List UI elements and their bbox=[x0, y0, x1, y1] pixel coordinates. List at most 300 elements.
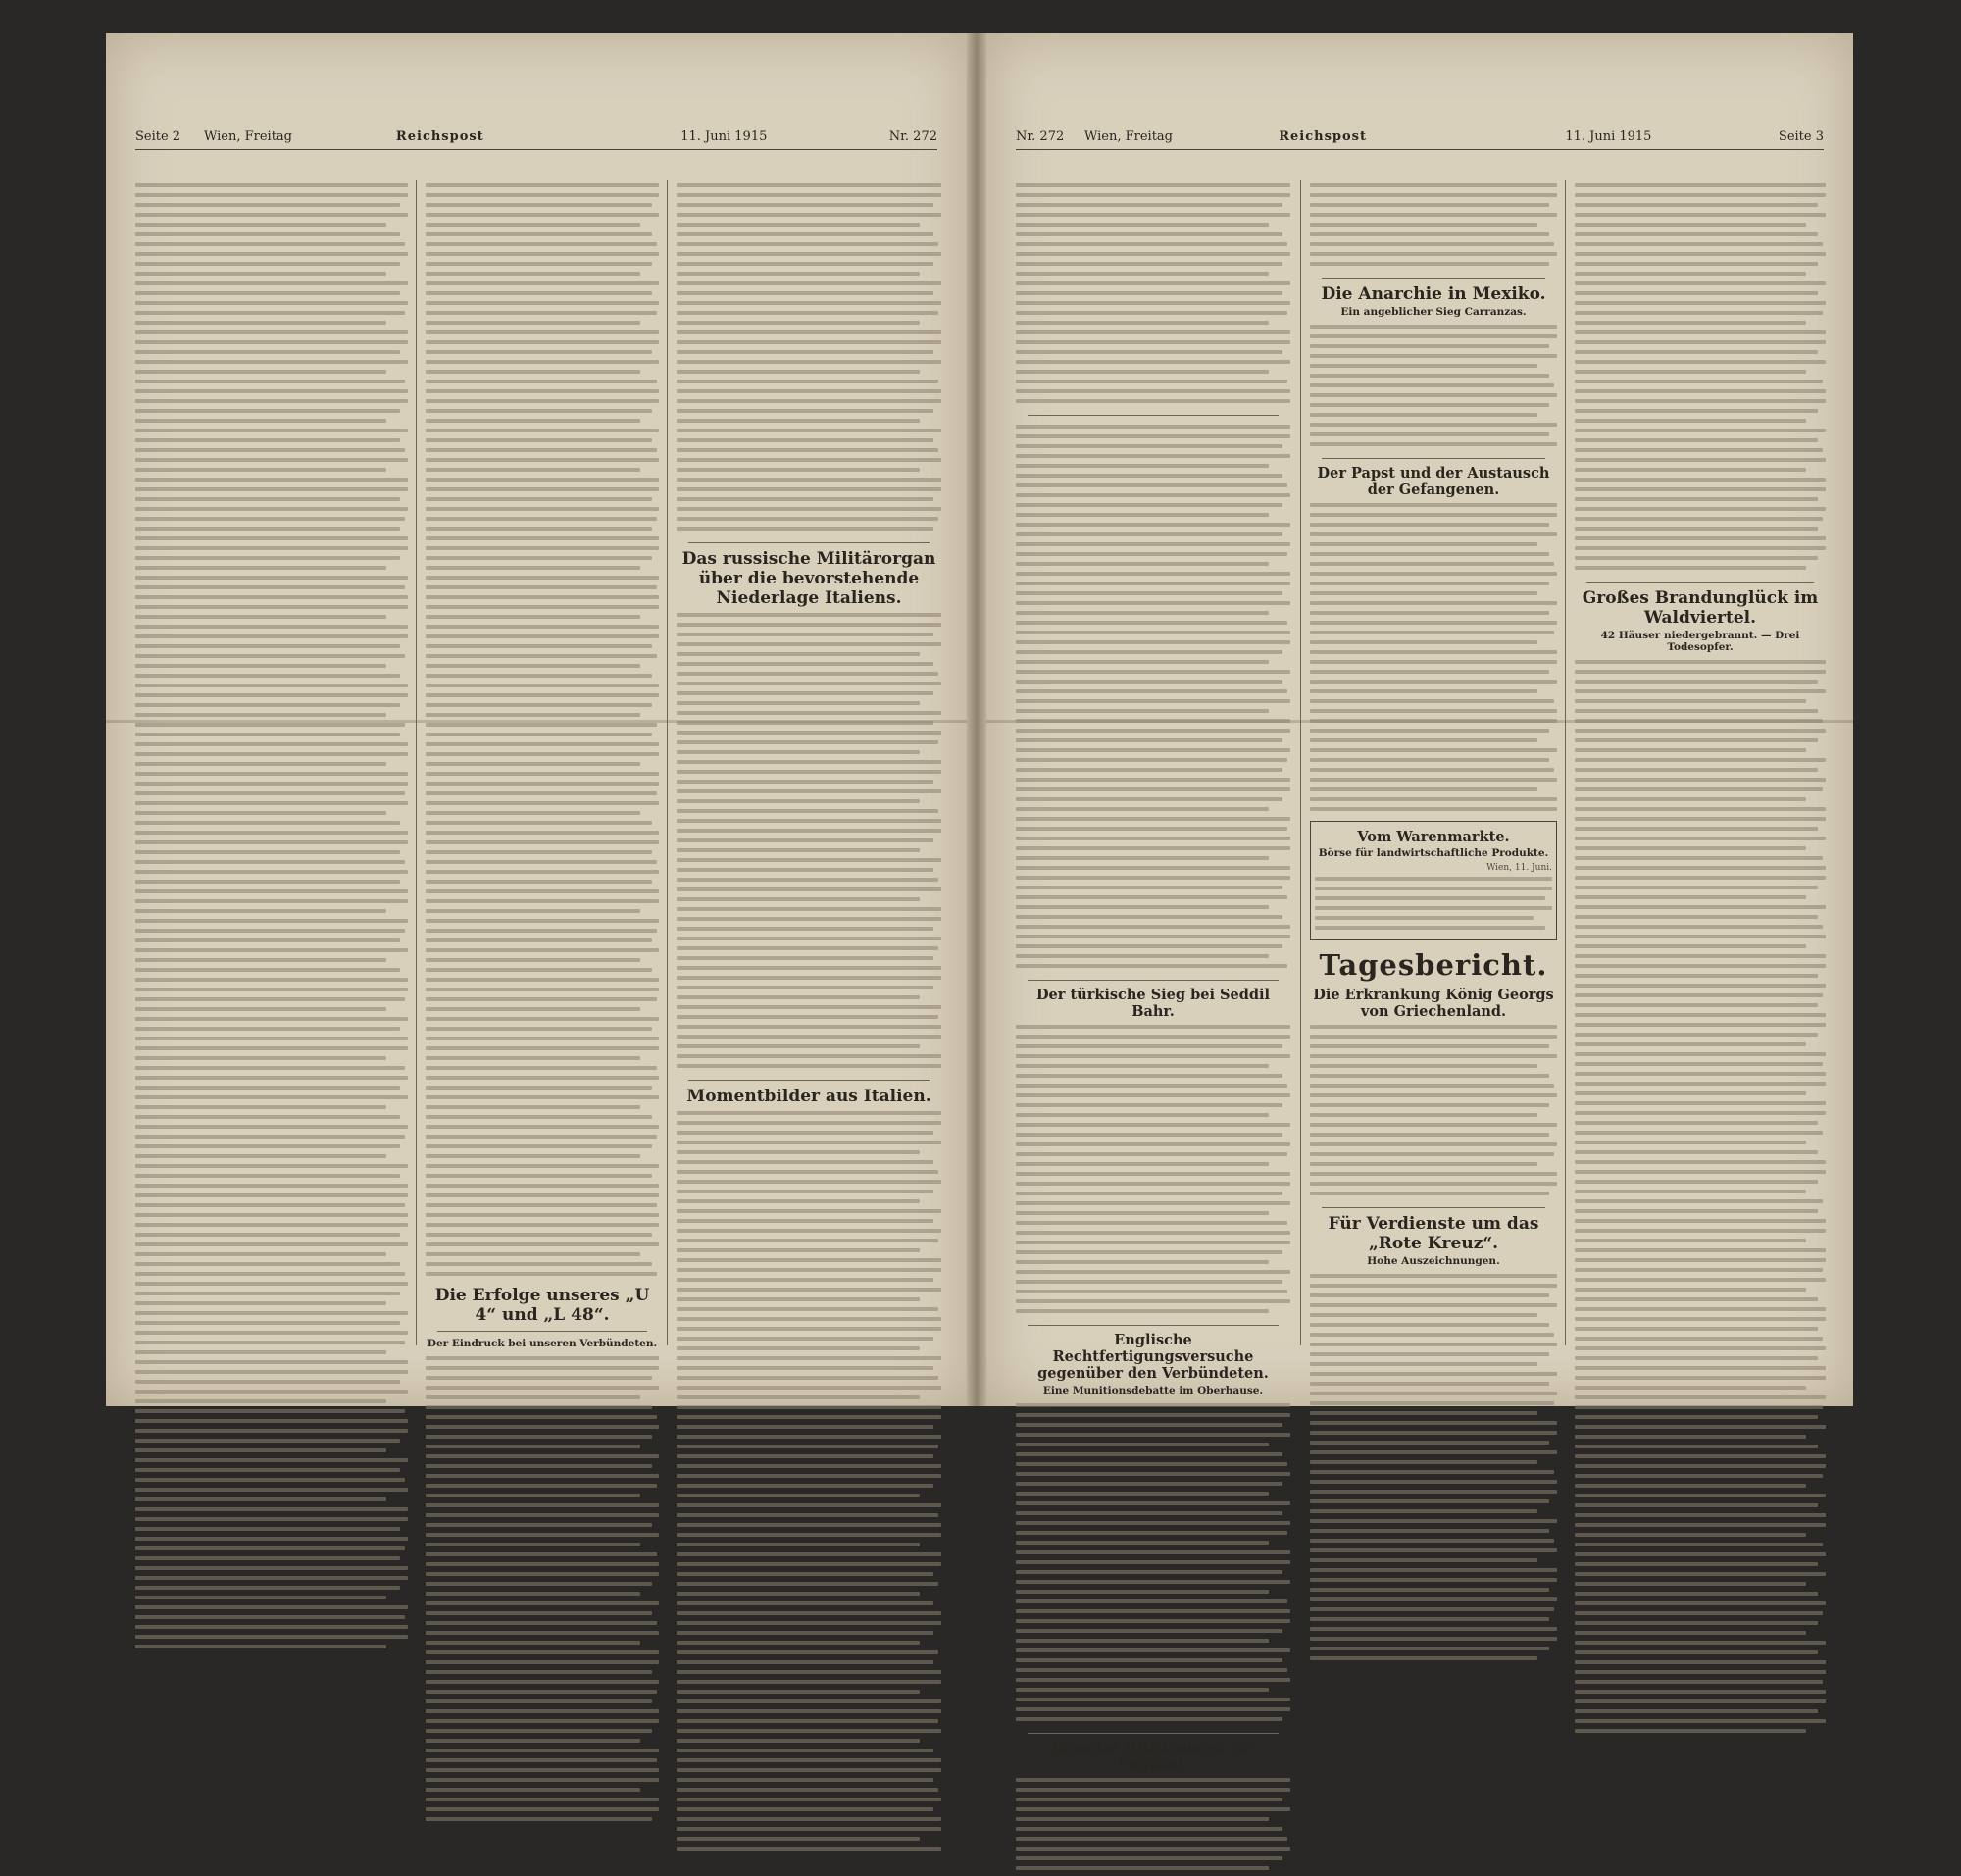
text-line bbox=[1575, 778, 1826, 782]
text-line bbox=[1575, 272, 1806, 276]
text-line bbox=[1575, 1415, 1818, 1419]
text-line bbox=[1310, 572, 1557, 576]
text-line bbox=[135, 1478, 405, 1482]
column-3 bbox=[1575, 180, 1826, 1345]
text-line bbox=[1575, 1288, 1806, 1292]
text-line bbox=[1310, 223, 1537, 227]
text-line bbox=[135, 1439, 400, 1443]
text-line bbox=[1016, 1044, 1282, 1048]
text-line bbox=[135, 389, 408, 393]
text-line bbox=[1575, 1317, 1826, 1321]
text-line bbox=[1310, 729, 1549, 733]
text-line bbox=[135, 1242, 408, 1246]
text-line bbox=[1016, 1403, 1290, 1407]
text-line bbox=[426, 860, 657, 864]
text-line bbox=[1016, 242, 1287, 246]
text-line bbox=[426, 213, 659, 217]
text-line bbox=[135, 1007, 386, 1011]
text-line bbox=[677, 458, 941, 462]
text-line bbox=[1310, 787, 1537, 791]
text-line bbox=[1310, 562, 1554, 566]
text-line bbox=[1310, 778, 1557, 782]
text-line bbox=[135, 821, 400, 825]
text-line bbox=[1310, 374, 1549, 378]
text-line bbox=[426, 360, 659, 364]
text-line bbox=[1016, 1250, 1282, 1254]
text-line bbox=[135, 1066, 405, 1070]
column-rule bbox=[1565, 180, 1566, 1345]
article-subhead: Eine Munitionsdebatte im Oberhause. bbox=[1042, 1384, 1264, 1396]
text-line bbox=[677, 389, 941, 393]
text-line bbox=[1016, 1054, 1290, 1058]
text-line bbox=[1575, 183, 1826, 187]
text-line bbox=[677, 691, 933, 695]
text-line bbox=[1016, 1599, 1287, 1603]
divider bbox=[437, 1331, 647, 1332]
text-line bbox=[426, 1464, 652, 1468]
text-line bbox=[426, 880, 652, 884]
text-line bbox=[426, 733, 652, 736]
text-line bbox=[677, 858, 941, 862]
text-line bbox=[677, 1739, 920, 1743]
text-line bbox=[1016, 350, 1282, 354]
article-subhead: Der Eindruck bei unseren Verbündeten. bbox=[427, 1338, 658, 1350]
text-line bbox=[426, 1046, 659, 1050]
text-line bbox=[1575, 856, 1823, 860]
column-rule bbox=[416, 180, 417, 1345]
text-line bbox=[1575, 1494, 1826, 1497]
text-line bbox=[677, 682, 941, 685]
text-line bbox=[677, 1768, 941, 1772]
text-line bbox=[426, 546, 659, 550]
text-line bbox=[426, 1242, 659, 1246]
text-line bbox=[1310, 423, 1557, 427]
text-line bbox=[1016, 866, 1290, 870]
text-line bbox=[1575, 680, 1818, 684]
text-line bbox=[1575, 1690, 1826, 1694]
issue-number: Nr. 272 bbox=[1016, 129, 1065, 144]
text-line bbox=[1575, 1484, 1806, 1488]
text-line bbox=[677, 1543, 920, 1546]
text-line bbox=[1310, 1431, 1557, 1435]
text-line bbox=[677, 976, 941, 980]
text-line bbox=[426, 380, 657, 383]
text-line bbox=[1310, 183, 1557, 187]
text-line bbox=[1575, 846, 1806, 850]
text-line bbox=[1310, 670, 1549, 674]
text-line bbox=[1310, 640, 1537, 644]
text-line bbox=[677, 1709, 941, 1713]
text-line bbox=[677, 311, 938, 315]
text-line bbox=[1016, 1788, 1290, 1792]
text-line bbox=[1310, 1578, 1557, 1582]
text-line bbox=[426, 556, 652, 560]
text-line bbox=[677, 799, 920, 803]
text-line bbox=[677, 399, 941, 403]
text-line bbox=[677, 1025, 941, 1029]
text-line bbox=[135, 1537, 408, 1541]
column-3 bbox=[677, 180, 941, 1345]
text-line bbox=[426, 1690, 657, 1694]
text-line bbox=[1310, 1172, 1557, 1176]
text-line bbox=[426, 1415, 657, 1419]
text-line bbox=[677, 721, 933, 725]
text-line bbox=[1016, 1837, 1287, 1841]
text-line bbox=[135, 1596, 386, 1599]
text-line bbox=[1016, 807, 1269, 811]
text-line bbox=[677, 1552, 941, 1556]
text-line bbox=[1016, 738, 1282, 742]
text-line bbox=[1310, 1025, 1557, 1029]
text-line bbox=[1575, 738, 1818, 742]
text-line bbox=[1016, 905, 1269, 909]
text-line bbox=[135, 1272, 405, 1276]
text-line bbox=[426, 272, 640, 276]
text-line bbox=[1575, 340, 1826, 344]
text-line bbox=[135, 1233, 400, 1237]
text-line bbox=[426, 1435, 652, 1439]
text-line bbox=[426, 487, 659, 491]
text-line bbox=[677, 887, 941, 891]
text-line bbox=[426, 1474, 659, 1478]
text-line bbox=[1310, 1617, 1549, 1621]
text-line bbox=[426, 595, 659, 599]
text-line bbox=[1575, 1464, 1826, 1468]
text-line bbox=[1310, 650, 1557, 654]
text-line bbox=[426, 1611, 652, 1615]
text-line bbox=[1016, 1452, 1282, 1456]
article-headline: Das russische Militärorgan über die bevorstehende Niederlage Italiens. bbox=[681, 549, 936, 609]
text-line bbox=[677, 1425, 933, 1429]
text-line bbox=[426, 1425, 659, 1429]
text-line bbox=[135, 1497, 386, 1501]
text-line bbox=[1310, 631, 1554, 634]
text-line bbox=[426, 615, 640, 619]
article-subhead: Hohe Auszeichnungen. bbox=[1367, 1254, 1500, 1267]
text-line bbox=[426, 889, 659, 893]
text-line bbox=[1016, 1560, 1290, 1564]
text-line bbox=[426, 742, 659, 746]
text-line bbox=[426, 311, 657, 315]
text-line bbox=[1575, 1660, 1826, 1664]
text-line bbox=[1575, 203, 1818, 207]
text-line bbox=[1575, 1062, 1823, 1066]
text-line bbox=[426, 350, 652, 354]
text-line bbox=[677, 1327, 941, 1331]
text-line bbox=[1016, 340, 1290, 344]
text-line bbox=[135, 752, 408, 756]
text-line bbox=[1575, 1601, 1826, 1605]
text-line bbox=[426, 193, 659, 197]
text-line bbox=[1575, 213, 1826, 217]
text-line bbox=[426, 1154, 640, 1158]
text-line bbox=[1310, 1656, 1537, 1660]
text-line bbox=[135, 487, 408, 491]
text-line bbox=[677, 1337, 933, 1341]
text-line bbox=[426, 1788, 640, 1792]
text-line bbox=[1016, 1658, 1282, 1662]
text-line bbox=[1315, 926, 1545, 930]
text-line bbox=[135, 1037, 408, 1040]
text-line bbox=[1575, 1709, 1818, 1713]
text-line bbox=[1016, 513, 1269, 517]
text-line bbox=[1016, 631, 1290, 634]
text-line bbox=[677, 937, 941, 940]
text-line bbox=[135, 723, 405, 727]
text-line bbox=[1575, 517, 1823, 521]
text-line bbox=[1575, 1141, 1806, 1144]
text-line bbox=[426, 713, 640, 717]
text-line bbox=[1310, 699, 1554, 703]
text-line bbox=[426, 919, 659, 923]
text-line bbox=[1575, 1023, 1826, 1027]
text-line bbox=[1016, 582, 1290, 585]
text-line bbox=[1016, 1807, 1290, 1811]
text-line bbox=[1315, 887, 1552, 890]
text-line bbox=[1575, 1072, 1826, 1076]
text-line bbox=[135, 262, 400, 266]
text-line bbox=[1016, 768, 1282, 772]
text-line bbox=[677, 380, 938, 383]
text-line bbox=[677, 1464, 941, 1468]
text-line bbox=[1016, 1270, 1290, 1274]
text-line bbox=[135, 536, 408, 540]
text-line bbox=[1310, 680, 1557, 684]
article-headline: Englische Rechtfertigungsversuche gegenüber den Verbündeten. bbox=[1037, 1332, 1269, 1383]
text-line bbox=[1016, 532, 1282, 536]
text-line bbox=[426, 223, 640, 227]
text-line bbox=[1575, 925, 1823, 929]
text-line bbox=[1310, 393, 1557, 397]
text-line bbox=[1016, 1260, 1269, 1264]
text-line bbox=[135, 272, 386, 276]
masthead-title: Reichspost bbox=[395, 129, 484, 144]
text-line bbox=[135, 193, 408, 197]
text-line bbox=[1310, 1558, 1537, 1562]
text-line bbox=[1310, 1499, 1549, 1503]
text-line bbox=[135, 370, 386, 374]
text-line bbox=[677, 1248, 920, 1252]
text-line bbox=[1310, 1113, 1537, 1117]
text-line bbox=[1575, 1503, 1818, 1507]
text-line bbox=[1016, 876, 1290, 880]
text-line bbox=[135, 527, 400, 531]
text-line bbox=[135, 958, 386, 962]
text-line bbox=[135, 1370, 408, 1374]
text-line bbox=[1310, 1093, 1557, 1097]
text-line bbox=[677, 1239, 938, 1242]
text-line bbox=[426, 1719, 659, 1723]
text-line bbox=[677, 1503, 941, 1507]
text-line bbox=[677, 613, 941, 617]
text-line bbox=[677, 281, 941, 285]
text-line bbox=[135, 223, 386, 227]
text-line bbox=[1310, 1333, 1554, 1337]
text-line bbox=[677, 183, 941, 187]
text-line bbox=[1575, 1091, 1806, 1095]
text-line bbox=[135, 1448, 386, 1452]
text-line bbox=[1310, 252, 1557, 256]
text-line bbox=[1575, 566, 1806, 570]
text-line bbox=[135, 1076, 408, 1080]
text-line bbox=[677, 252, 941, 256]
page-number: Seite 3 bbox=[1778, 129, 1824, 144]
text-line bbox=[426, 340, 659, 344]
text-line bbox=[135, 438, 400, 442]
text-line bbox=[1016, 1717, 1282, 1721]
column-rule bbox=[1300, 180, 1301, 1345]
text-line bbox=[1016, 1299, 1290, 1303]
text-line bbox=[426, 997, 657, 1001]
text-line bbox=[1575, 1258, 1826, 1262]
text-line bbox=[426, 1601, 659, 1605]
text-line bbox=[426, 281, 659, 285]
text-line bbox=[426, 1135, 657, 1139]
text-line bbox=[1310, 232, 1549, 236]
text-line bbox=[1016, 193, 1290, 197]
text-line bbox=[135, 1517, 408, 1521]
text-line bbox=[135, 409, 400, 413]
text-line bbox=[1575, 232, 1818, 236]
text-line bbox=[1016, 1668, 1287, 1672]
text-line bbox=[677, 878, 938, 882]
text-line bbox=[677, 907, 941, 911]
text-line bbox=[1016, 1133, 1282, 1137]
text-line bbox=[677, 1229, 941, 1233]
text-line bbox=[1016, 1025, 1290, 1029]
text-line bbox=[1575, 370, 1806, 374]
text-line bbox=[135, 203, 400, 207]
text-line bbox=[426, 1445, 640, 1448]
text-line bbox=[1575, 1150, 1818, 1154]
text-line bbox=[426, 1454, 659, 1458]
text-line bbox=[426, 1223, 659, 1227]
text-line bbox=[1016, 787, 1290, 791]
text-line bbox=[426, 1086, 652, 1090]
text-line bbox=[426, 1356, 659, 1360]
text-line bbox=[426, 899, 659, 903]
text-line bbox=[1310, 1539, 1554, 1543]
text-line bbox=[1016, 542, 1290, 546]
text-line bbox=[135, 1095, 408, 1099]
text-line bbox=[1016, 380, 1287, 383]
text-line bbox=[1575, 1435, 1806, 1439]
text-line bbox=[1016, 252, 1290, 256]
text-line bbox=[426, 203, 652, 207]
text-line bbox=[1575, 1101, 1826, 1105]
text-line bbox=[1016, 729, 1290, 733]
text-line bbox=[1016, 1590, 1269, 1594]
text-line bbox=[1575, 1121, 1818, 1125]
text-line bbox=[426, 370, 640, 374]
text-line bbox=[135, 1213, 408, 1217]
text-line bbox=[677, 1494, 920, 1497]
text-line bbox=[426, 1272, 657, 1276]
article-headline: Für Verdienste um das „Rote Kreuz“. bbox=[1328, 1213, 1539, 1253]
text-line bbox=[677, 321, 920, 325]
text-line bbox=[1310, 403, 1549, 407]
text-line bbox=[1016, 1443, 1269, 1446]
text-line bbox=[426, 772, 659, 776]
masthead-title: Reichspost bbox=[1279, 129, 1368, 144]
text-line bbox=[1575, 1523, 1826, 1527]
text-line bbox=[426, 968, 652, 972]
text-line bbox=[677, 1209, 941, 1213]
text-line bbox=[1016, 464, 1269, 468]
text-line bbox=[1016, 262, 1282, 266]
text-line bbox=[1575, 817, 1826, 821]
text-line bbox=[135, 850, 400, 854]
text-line bbox=[1016, 311, 1287, 315]
text-line bbox=[1575, 1543, 1823, 1546]
text-line bbox=[426, 1709, 659, 1713]
text-line bbox=[135, 291, 400, 295]
text-line bbox=[1310, 1548, 1557, 1552]
text-line bbox=[426, 1066, 657, 1070]
text-line bbox=[1575, 1346, 1826, 1350]
text-line bbox=[1016, 1678, 1290, 1682]
text-line bbox=[426, 909, 640, 913]
text-line bbox=[1016, 1541, 1269, 1545]
text-line bbox=[677, 711, 941, 715]
text-line bbox=[1310, 748, 1557, 752]
text-line bbox=[1310, 442, 1557, 446]
text-line bbox=[135, 1566, 408, 1570]
text-line bbox=[426, 684, 659, 687]
text-line bbox=[426, 1494, 640, 1497]
text-line bbox=[677, 1064, 941, 1068]
text-line bbox=[426, 644, 652, 648]
text-line bbox=[426, 419, 640, 423]
text-line bbox=[1310, 383, 1554, 387]
text-line bbox=[135, 733, 400, 736]
issue-number: Nr. 272 bbox=[888, 129, 937, 144]
text-line bbox=[677, 203, 933, 207]
text-line bbox=[1575, 935, 1826, 938]
text-line bbox=[1575, 1386, 1806, 1390]
text-line bbox=[677, 1405, 941, 1409]
text-line bbox=[135, 576, 408, 580]
text-line bbox=[135, 889, 408, 893]
text-line bbox=[677, 1005, 941, 1009]
article-body bbox=[1310, 1271, 1557, 1666]
text-line bbox=[1575, 223, 1806, 227]
text-line bbox=[677, 956, 933, 960]
text-line bbox=[677, 750, 920, 754]
text-line bbox=[1575, 1572, 1826, 1576]
text-line bbox=[677, 770, 941, 774]
text-line bbox=[135, 693, 408, 697]
text-line bbox=[1016, 1035, 1290, 1039]
text-line bbox=[1310, 621, 1557, 625]
text-line bbox=[135, 232, 400, 236]
text-line bbox=[1310, 1103, 1549, 1107]
text-line bbox=[135, 507, 408, 511]
text-line bbox=[1310, 1441, 1549, 1445]
text-line bbox=[426, 1484, 657, 1488]
text-line bbox=[135, 1135, 405, 1139]
dateline: Wien, 11. Juni. bbox=[1486, 863, 1552, 874]
text-line bbox=[135, 1429, 408, 1433]
text-line bbox=[677, 1788, 938, 1792]
text-line bbox=[426, 183, 659, 187]
text-line bbox=[677, 517, 938, 521]
text-line bbox=[1016, 1462, 1287, 1466]
text-line bbox=[135, 1586, 400, 1590]
text-line bbox=[426, 1144, 652, 1148]
text-line bbox=[426, 801, 659, 805]
text-line bbox=[1016, 474, 1282, 478]
